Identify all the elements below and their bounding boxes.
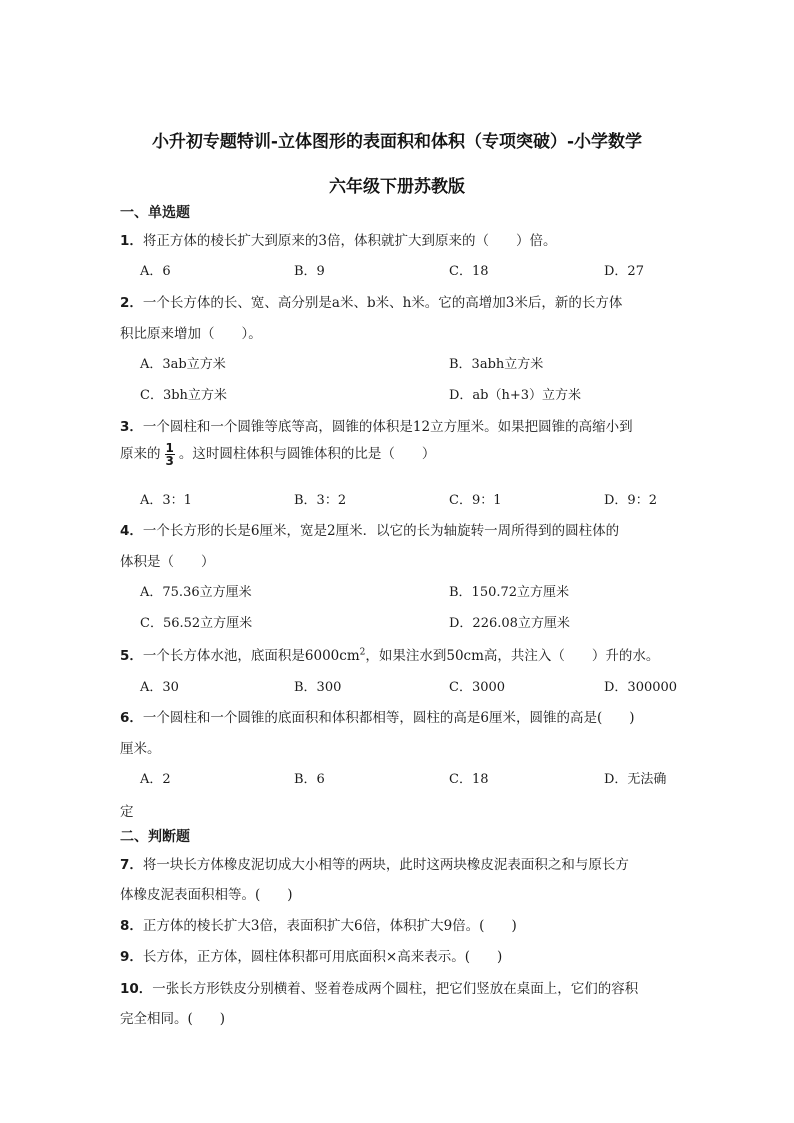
option-a: A．6 bbox=[140, 264, 171, 279]
question-text: 原来的 bbox=[120, 446, 161, 462]
option-b: B．9 bbox=[294, 264, 325, 279]
option-c: C．3000 bbox=[449, 680, 506, 695]
option-d: D．无法确 bbox=[604, 772, 667, 787]
question-number: 8． bbox=[120, 918, 143, 934]
question-2 bbox=[120, 291, 622, 311]
option-d: D．300000 bbox=[604, 680, 678, 695]
option-b: B．150.72立方厘米 bbox=[449, 585, 570, 600]
section-heading-true-false: 二、判断题 bbox=[120, 829, 190, 845]
question-5 bbox=[120, 644, 659, 664]
option-d: D．9：2 bbox=[604, 493, 657, 508]
question-10-cont: 完全相同。( ) bbox=[120, 1011, 226, 1027]
option-a: A．3：1 bbox=[140, 493, 192, 508]
document-title-line2: 六年级下册苏教版 bbox=[329, 177, 465, 197]
question-text: 正方体的棱长扩大3倍，表面积扩大6倍，体积扩大9倍。( ) bbox=[142, 918, 517, 934]
option-a: A．2 bbox=[140, 772, 171, 787]
question-3 bbox=[120, 415, 633, 435]
question-7-cont: 体橡皮泥表面积相等。( ) bbox=[120, 887, 293, 903]
option-c: C．18 bbox=[449, 264, 489, 279]
question-number: 2． bbox=[120, 295, 143, 311]
option-d: D．226.08立方厘米 bbox=[449, 616, 570, 631]
question-text: 一个长方体的长、宽、高分别是a米、b米、h米。它的高增加3米后，新的长方体 bbox=[142, 295, 623, 311]
question-number: 3． bbox=[120, 419, 143, 435]
question-text: ，如果注水到50cm高，共注入（ ）升的水。 bbox=[365, 648, 660, 664]
question-number: 10． bbox=[120, 981, 153, 997]
question-text: 一个长方形的长是6厘米，宽是2厘米．以它的长为轴旋转一周所得到的圆柱体的 bbox=[142, 523, 620, 539]
question-2-cont: 积比原来增加（ ）。 bbox=[120, 326, 262, 342]
question-7 bbox=[120, 853, 629, 873]
option-b: B．6 bbox=[294, 772, 325, 787]
document-title-line1: 小升初专题特训-立体图形的表面积和体积（专项突破）-小学数学 bbox=[151, 132, 643, 152]
question-text: 一个长方体水池，底面积是6000cm bbox=[142, 648, 360, 664]
question-number: 7． bbox=[120, 857, 143, 873]
fraction-numerator: 1 bbox=[165, 441, 174, 455]
superscript: 2 bbox=[359, 647, 366, 658]
option-d-cont: 定 bbox=[120, 804, 134, 820]
fraction bbox=[165, 442, 175, 467]
option-b: B．3：2 bbox=[294, 493, 347, 508]
question-number: 9． bbox=[120, 949, 143, 965]
option-c: C．3bh立方米 bbox=[140, 388, 227, 403]
option-b: B．300 bbox=[294, 680, 342, 695]
question-text: 将正方体的棱长扩大到原来的3倍，体积就扩大到原来的（ ）倍。 bbox=[142, 233, 557, 249]
question-text: 一个圆柱和一个圆锥的底面积和体积都相等，圆柱的高是6厘米，圆锥的高是( ) bbox=[142, 710, 635, 726]
question-4-cont: 体积是（ ） bbox=[120, 554, 215, 570]
option-d: D．27 bbox=[604, 264, 644, 279]
option-a: A．3ab立方米 bbox=[140, 357, 226, 372]
question-text: 一个圆柱和一个圆锥等底等高，圆锥的体积是12立方厘米。如果把圆锥的高缩小到 bbox=[142, 419, 633, 435]
question-number: 5． bbox=[120, 648, 143, 664]
question-4 bbox=[120, 519, 619, 539]
option-d: D．ab（h+3）立方米 bbox=[449, 388, 582, 403]
question-1 bbox=[120, 229, 557, 249]
question-3-cont bbox=[120, 442, 435, 467]
question-number: 6． bbox=[120, 710, 143, 726]
question-text: 将一块长方体橡皮泥切成大小相等的两块，此时这两块橡皮泥表面积之和与原长方 bbox=[142, 857, 629, 873]
fraction-denominator: 3 bbox=[165, 454, 174, 468]
option-a: A．30 bbox=[140, 680, 179, 695]
question-text: 。这时圆柱体积与圆锥体积的比是（ ） bbox=[178, 446, 436, 462]
option-a: A．75.36立方厘米 bbox=[140, 585, 252, 600]
option-c: C．56.52立方厘米 bbox=[140, 616, 253, 631]
question-9 bbox=[120, 945, 502, 965]
question-text: 一张长方形铁皮分别横着、竖着卷成两个圆柱，把它们竖放在桌面上，它们的容积 bbox=[152, 981, 639, 997]
question-8 bbox=[120, 914, 517, 934]
option-c: C．9：1 bbox=[449, 493, 502, 508]
section-heading-single-choice: 一、单选题 bbox=[120, 205, 190, 221]
question-10 bbox=[120, 977, 638, 997]
question-number: 4． bbox=[120, 523, 143, 539]
question-6 bbox=[120, 706, 635, 726]
option-c: C．18 bbox=[449, 772, 489, 787]
question-6-cont: 厘米。 bbox=[120, 741, 161, 757]
option-b: B．3abh立方米 bbox=[449, 357, 544, 372]
question-text: 长方体，正方体，圆柱体积都可用底面积×高来表示。( ) bbox=[142, 949, 503, 965]
question-number: 1． bbox=[120, 233, 143, 249]
